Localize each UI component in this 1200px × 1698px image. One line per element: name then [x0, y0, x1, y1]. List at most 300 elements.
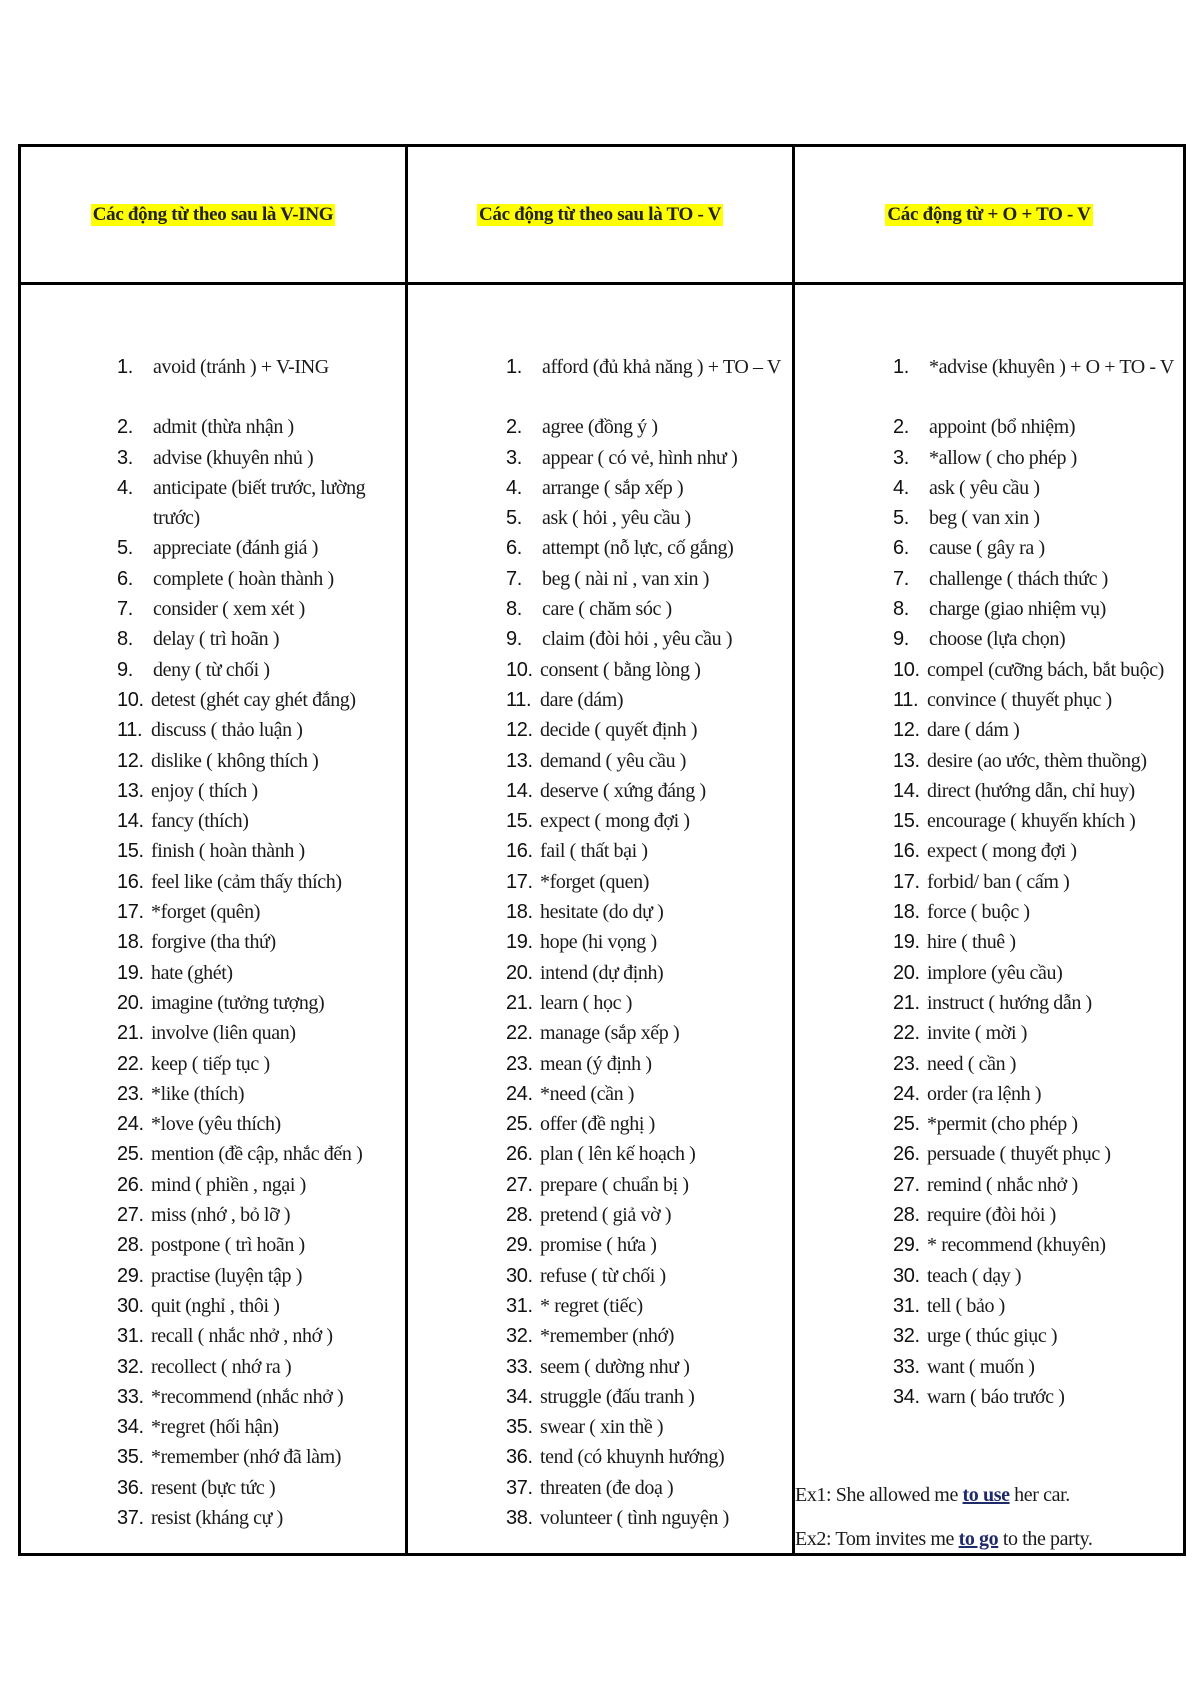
item-text: prepare ( chuẩn bị ) [540, 1173, 689, 1196]
item-number: 6. [893, 537, 909, 560]
item-text: recall ( nhắc nhở , nhớ ) [151, 1325, 333, 1348]
list-item [117, 533, 405, 563]
item-text: tend (có khuynh hướng) [540, 1446, 725, 1469]
item-number: 9. [506, 628, 522, 651]
list-item [117, 1503, 405, 1533]
list-item [117, 897, 405, 927]
item-number: 36. [506, 1446, 533, 1469]
item-text: consent ( bằng lòng ) [540, 658, 701, 681]
item-number: 33. [506, 1355, 533, 1378]
item-text: forbid/ ban ( cấm ) [927, 870, 1070, 893]
list-item [506, 503, 792, 533]
tov-verb-list [506, 352, 792, 1533]
list-item [506, 564, 792, 594]
item-number: 18. [893, 901, 920, 924]
list-item [117, 624, 405, 654]
list-item [117, 1079, 405, 1109]
item-text: *forget (quên) [151, 901, 260, 924]
item-number: 6. [506, 537, 522, 560]
item-number: 32. [506, 1325, 533, 1348]
item-number: 28. [117, 1234, 144, 1257]
list-item [117, 1473, 405, 1503]
item-number: 32. [893, 1325, 920, 1348]
item-number: 24. [117, 1113, 144, 1136]
item-text: involve (liên quan) [151, 1022, 296, 1045]
list-item [893, 1109, 1183, 1139]
item-text: mention (đề cập, nhắc đến ) [151, 1143, 363, 1166]
list-item [893, 927, 1183, 957]
item-text: encourage ( khuyến khích ) [927, 810, 1136, 833]
item-text: direct (hướng dẫn, chỉ huy) [927, 779, 1135, 802]
item-number: 14. [117, 810, 144, 833]
item-number: 21. [506, 991, 533, 1014]
list-item [506, 685, 792, 715]
header-cell-ving [21, 147, 408, 285]
item-text: cause ( gây ra ) [929, 537, 1045, 560]
list-item [893, 1261, 1183, 1291]
item-number: 8. [506, 598, 522, 621]
item-text: enjoy ( thích ) [151, 779, 258, 802]
header-tov: Các động từ theo sau là TO - V [478, 203, 722, 225]
item-number: 24. [506, 1082, 533, 1105]
item-number: 1. [117, 356, 133, 378]
item-text: decide ( quyết định ) [540, 719, 698, 742]
list-item [506, 927, 792, 957]
list-item [893, 412, 1183, 442]
item-text: learn ( học ) [540, 991, 632, 1014]
item-number: 18. [506, 901, 533, 924]
list-item [893, 473, 1183, 503]
item-number: 16. [506, 840, 533, 863]
item-text: volunteer ( tình nguyện ) [540, 1506, 729, 1529]
item-text: beg ( van xin ) [929, 507, 1040, 530]
list-item [117, 927, 405, 957]
list-item [893, 1382, 1183, 1412]
item-text: offer (đề nghị ) [540, 1113, 655, 1136]
list-item [506, 897, 792, 927]
list-item [893, 443, 1183, 473]
item-text: *regret (hối hận) [151, 1416, 279, 1439]
item-text: invite ( mời ) [927, 1022, 1027, 1045]
item-text: arrange ( sắp xếp ) [542, 476, 684, 499]
list-item [117, 1018, 405, 1048]
item-number: 19. [117, 961, 144, 984]
item-number: 23. [506, 1052, 533, 1075]
item-text: *remember (nhớ đã làm) [151, 1446, 342, 1469]
list-item [506, 1261, 792, 1291]
item-text: postpone ( trì hoãn ) [151, 1234, 305, 1257]
item-text: hate (ghét) [151, 961, 233, 984]
list-item [506, 1079, 792, 1109]
item-text: deny ( từ chối ) [153, 658, 270, 681]
list-item [893, 1321, 1183, 1351]
item-text: deserve ( xứng đáng ) [540, 779, 706, 802]
list-item [117, 1352, 405, 1382]
item-text: intend (dự định) [540, 961, 664, 984]
item-text: mean (ý định ) [540, 1052, 652, 1075]
list-item [117, 1230, 405, 1260]
list-item [506, 1230, 792, 1260]
item-number: 8. [117, 628, 133, 651]
list-item [117, 1139, 405, 1169]
item-number: 30. [893, 1264, 920, 1287]
item-text: miss (nhớ , bỏ lỡ ) [151, 1204, 291, 1227]
item-text: ask ( yêu cầu ) [929, 476, 1040, 499]
item-number: 27. [893, 1173, 920, 1196]
header-cell-tov [408, 147, 795, 285]
list-item [893, 685, 1183, 715]
item-number: 13. [117, 779, 144, 802]
list-item [506, 1139, 792, 1169]
item-number: 20. [117, 991, 144, 1014]
item-text: struggle (đấu tranh ) [540, 1385, 695, 1408]
list-item [893, 867, 1183, 897]
item-text: feel like (cảm thấy thích) [151, 870, 342, 893]
list-item [893, 1049, 1183, 1079]
list-item [893, 1170, 1183, 1200]
item-text: fancy (thích) [151, 810, 249, 833]
item-number: 5. [893, 507, 909, 530]
item-text: *permit (cho phép ) [927, 1113, 1078, 1136]
item-text: charge (giao nhiệm vụ) [929, 598, 1106, 621]
list-item [506, 1503, 792, 1533]
item-text: plan ( lên kế hoạch ) [540, 1143, 696, 1166]
item-text: order (ra lệnh ) [927, 1082, 1042, 1105]
item-number: 22. [893, 1022, 920, 1045]
item-text: mind ( phiền , ngại ) [151, 1173, 306, 1196]
item-text: keep ( tiếp tục ) [151, 1052, 270, 1075]
list-item [117, 746, 405, 776]
item-number: 37. [506, 1476, 533, 1499]
item-text: force ( buộc ) [927, 901, 1030, 924]
item-number: 28. [506, 1204, 533, 1227]
list-item [893, 988, 1183, 1018]
item-number: 10. [117, 688, 144, 711]
list-item [117, 1261, 405, 1291]
list-item [506, 988, 792, 1018]
header-ving: Các động từ theo sau là V-ING [92, 203, 334, 225]
ving-verb-list [117, 352, 405, 1533]
item-number: 3. [506, 446, 522, 469]
list-item [506, 352, 792, 382]
example-1: Ex1: She allowed me to use her car. [795, 1484, 1070, 1506]
examples [795, 1481, 1092, 1569]
item-number: 19. [506, 931, 533, 954]
item-number: 36. [117, 1476, 144, 1499]
item-number: 34. [117, 1416, 144, 1439]
item-text: recollect ( nhớ ra ) [151, 1355, 292, 1378]
example-2-emphasis: to go [958, 1528, 999, 1550]
item-text: challenge ( thách thức ) [929, 567, 1108, 590]
item-number: 26. [506, 1143, 533, 1166]
item-number: 19. [893, 931, 920, 954]
item-text: forgive (tha thứ) [151, 931, 276, 954]
item-text: attempt (nỗ lực, cố gắng) [542, 537, 734, 560]
list-item [893, 958, 1183, 988]
item-number: 5. [506, 507, 522, 530]
list-item [506, 443, 792, 473]
item-text: compel (cưỡng bách, bắt buộc) [927, 658, 1164, 681]
list-item [117, 1170, 405, 1200]
list-item [893, 1352, 1183, 1382]
item-number: 34. [893, 1385, 920, 1408]
item-text: desire (ao ước, thèm thuồng) [927, 749, 1147, 772]
list-item [506, 473, 792, 503]
item-text: *allow ( cho phép ) [929, 446, 1077, 469]
list-item [117, 352, 405, 382]
item-text: fail ( thất bại ) [540, 840, 648, 863]
item-number: 4. [506, 476, 522, 499]
item-text: manage (sắp xếp ) [540, 1022, 680, 1045]
item-text: dare (dám) [540, 688, 624, 711]
item-text: agree (đồng ý ) [542, 416, 658, 439]
item-text: dislike ( không thích ) [151, 749, 319, 772]
item-number: 2. [117, 416, 133, 439]
list-item [893, 806, 1183, 836]
item-text: persuade ( thuyết phục ) [927, 1143, 1111, 1166]
item-number: 15. [893, 810, 920, 833]
column-tov [408, 285, 795, 1553]
list-item [506, 1352, 792, 1382]
list-item [117, 655, 405, 685]
item-text: *recommend (nhắc nhở ) [151, 1385, 344, 1408]
list-item [893, 836, 1183, 866]
item-number: 4. [117, 476, 133, 499]
item-text: *forget (quen) [540, 870, 649, 893]
list-item [506, 1321, 792, 1351]
list-item [506, 1109, 792, 1139]
list-item [117, 1412, 405, 1442]
item-text: warn ( báo trước ) [927, 1385, 1065, 1408]
item-text: anticipate (biết trước, lường trước) [153, 476, 366, 530]
item-number: 31. [117, 1325, 144, 1348]
list-item [893, 1079, 1183, 1109]
item-number: 12. [506, 719, 533, 742]
example-2: Ex2: Tom invites me to go to the party. [795, 1528, 1093, 1550]
item-number: 7. [893, 567, 909, 590]
item-text: convince ( thuyết phục ) [927, 688, 1112, 711]
item-number: 21. [117, 1022, 144, 1045]
item-text: claim (đòi hỏi , yêu cầu ) [542, 628, 733, 651]
item-text: avoid (tránh ) + V-ING [153, 356, 329, 378]
item-text: threaten (đe doạ ) [540, 1476, 674, 1499]
list-item [117, 594, 405, 624]
item-text: promise ( hứa ) [540, 1234, 657, 1257]
item-text: hope (hi vọng ) [540, 931, 657, 954]
list-item [506, 715, 792, 745]
item-text: instruct ( hướng dẫn ) [927, 991, 1092, 1014]
list-item [893, 776, 1183, 806]
item-text: practise (luyện tập ) [151, 1264, 302, 1287]
list-item [893, 1139, 1183, 1169]
list-item [117, 443, 405, 473]
item-number: 16. [117, 870, 144, 893]
list-item [506, 1170, 792, 1200]
list-item [893, 594, 1183, 624]
item-number: 11. [506, 688, 532, 711]
item-text: hire ( thuê ) [927, 931, 1016, 954]
list-item [117, 412, 405, 442]
list-item [506, 867, 792, 897]
item-text: teach ( dạy ) [927, 1264, 1022, 1287]
list-item [117, 867, 405, 897]
item-number: 35. [117, 1446, 144, 1469]
item-text: ask ( hỏi , yêu cầu ) [542, 507, 691, 530]
item-number: 29. [117, 1264, 144, 1287]
item-text: *need (cần ) [540, 1082, 635, 1105]
list-item [893, 746, 1183, 776]
item-number: 9. [893, 628, 909, 651]
item-number: 12. [117, 749, 144, 772]
item-number: 10. [506, 658, 533, 681]
item-number: 2. [506, 416, 522, 439]
list-item [117, 836, 405, 866]
list-item [117, 1200, 405, 1230]
item-number: 5. [117, 537, 133, 560]
item-number: 16. [893, 840, 920, 863]
item-number: 3. [117, 446, 133, 469]
column-o-tov [795, 285, 1183, 1553]
item-text: swear ( xin thề ) [540, 1416, 664, 1439]
list-item [506, 776, 792, 806]
list-item [893, 1200, 1183, 1230]
item-text: afford (đủ khả năng ) + TO – V [542, 356, 781, 378]
list-item [506, 624, 792, 654]
item-text: choose (lựa chọn) [929, 628, 1066, 651]
list-item [893, 715, 1183, 745]
list-item [117, 685, 405, 715]
item-number: 24. [893, 1082, 920, 1105]
header-cell-o-tov [795, 147, 1183, 285]
item-text: admit (thừa nhận ) [153, 416, 294, 439]
item-number: 17. [893, 870, 920, 893]
item-text: *remember (nhớ) [540, 1325, 674, 1348]
item-number: 13. [893, 749, 920, 772]
item-number: 26. [117, 1173, 144, 1196]
header-o-tov: Các động từ + O + TO - V [887, 203, 1091, 225]
item-text: * regret (tiếc) [540, 1294, 643, 1317]
item-text: hesitate (do dự ) [540, 901, 664, 924]
item-text: discuss ( thảo luận ) [151, 719, 303, 742]
item-number: 15. [117, 840, 144, 863]
item-text: refuse ( từ chối ) [540, 1264, 666, 1287]
item-text: demand ( yêu cầu ) [540, 749, 687, 772]
item-number: 27. [506, 1173, 533, 1196]
list-item [893, 503, 1183, 533]
item-text: require (đòi hỏi ) [927, 1204, 1056, 1227]
item-text: dare ( dám ) [927, 719, 1020, 742]
item-number: 23. [893, 1052, 920, 1075]
list-item [506, 1291, 792, 1321]
item-text: urge ( thúc giục ) [927, 1325, 1058, 1348]
item-number: 29. [506, 1234, 533, 1257]
item-number: 31. [893, 1294, 920, 1317]
list-item [506, 1200, 792, 1230]
item-number: 17. [506, 870, 533, 893]
list-item [893, 1230, 1183, 1260]
item-number: 30. [117, 1294, 144, 1317]
item-number: 23. [117, 1082, 144, 1105]
list-item [506, 806, 792, 836]
item-text: remind ( nhắc nhở ) [927, 1173, 1078, 1196]
item-number: 25. [893, 1113, 920, 1136]
item-number: 28. [893, 1204, 920, 1227]
item-number: 10. [893, 658, 920, 681]
item-number: 13. [506, 749, 533, 772]
item-number: 38. [506, 1506, 533, 1529]
item-text: complete ( hoàn thành ) [153, 567, 334, 590]
item-number: 12. [893, 719, 920, 742]
item-text: *advise (khuyên ) + O + TO - V [929, 356, 1174, 378]
item-text: finish ( hoàn thành ) [151, 840, 305, 863]
item-number: 17. [117, 901, 144, 924]
item-number: 14. [506, 779, 533, 802]
item-text: tell ( bảo ) [927, 1294, 1005, 1317]
item-number: 3. [893, 446, 909, 469]
item-number: 1. [893, 356, 909, 378]
item-number: 7. [506, 567, 522, 590]
list-item [506, 746, 792, 776]
column-ving [21, 285, 408, 1553]
item-number: 34. [506, 1385, 533, 1408]
item-text: beg ( nài nỉ , van xin ) [542, 567, 710, 590]
list-item [117, 1442, 405, 1472]
item-text: seem ( dường như ) [540, 1355, 690, 1378]
item-number: 15. [506, 810, 533, 833]
item-text: need ( cần ) [927, 1052, 1017, 1075]
item-text: *love (yêu thích) [151, 1113, 281, 1136]
item-number: 6. [117, 567, 133, 590]
list-item [117, 1109, 405, 1139]
list-item [506, 412, 792, 442]
item-number: 14. [893, 779, 920, 802]
list-item [893, 655, 1183, 685]
list-item [117, 958, 405, 988]
list-item [117, 1049, 405, 1079]
item-number: 22. [506, 1022, 533, 1045]
item-number: 21. [893, 991, 920, 1014]
item-number: 37. [117, 1506, 144, 1529]
list-item [506, 836, 792, 866]
list-item [893, 1018, 1183, 1048]
item-number: 31. [506, 1294, 533, 1317]
list-item [506, 1442, 792, 1472]
list-item [893, 533, 1183, 563]
item-number: 7. [117, 598, 133, 621]
item-text: imagine (tưởng tượng) [151, 991, 325, 1014]
item-number: 35. [506, 1416, 533, 1439]
item-number: 18. [117, 931, 144, 954]
item-text: appreciate (đánh giá ) [153, 537, 318, 560]
item-text: care ( chăm sóc ) [542, 598, 672, 621]
item-number: 11. [893, 688, 919, 711]
item-number: 25. [117, 1143, 144, 1166]
item-number: 2. [893, 416, 909, 439]
list-item [506, 594, 792, 624]
item-text: * recommend (khuyên) [927, 1234, 1106, 1257]
item-text: want ( muốn ) [927, 1355, 1035, 1378]
item-number: 9. [117, 658, 133, 681]
list-item [893, 1291, 1183, 1321]
item-text: quit (nghỉ , thôi ) [151, 1294, 280, 1317]
item-text: *like (thích) [151, 1082, 245, 1105]
item-number: 25. [506, 1113, 533, 1136]
list-item [893, 897, 1183, 927]
list-item [506, 1049, 792, 1079]
item-number: 30. [506, 1264, 533, 1287]
list-item [117, 1291, 405, 1321]
item-number: 33. [893, 1355, 920, 1378]
